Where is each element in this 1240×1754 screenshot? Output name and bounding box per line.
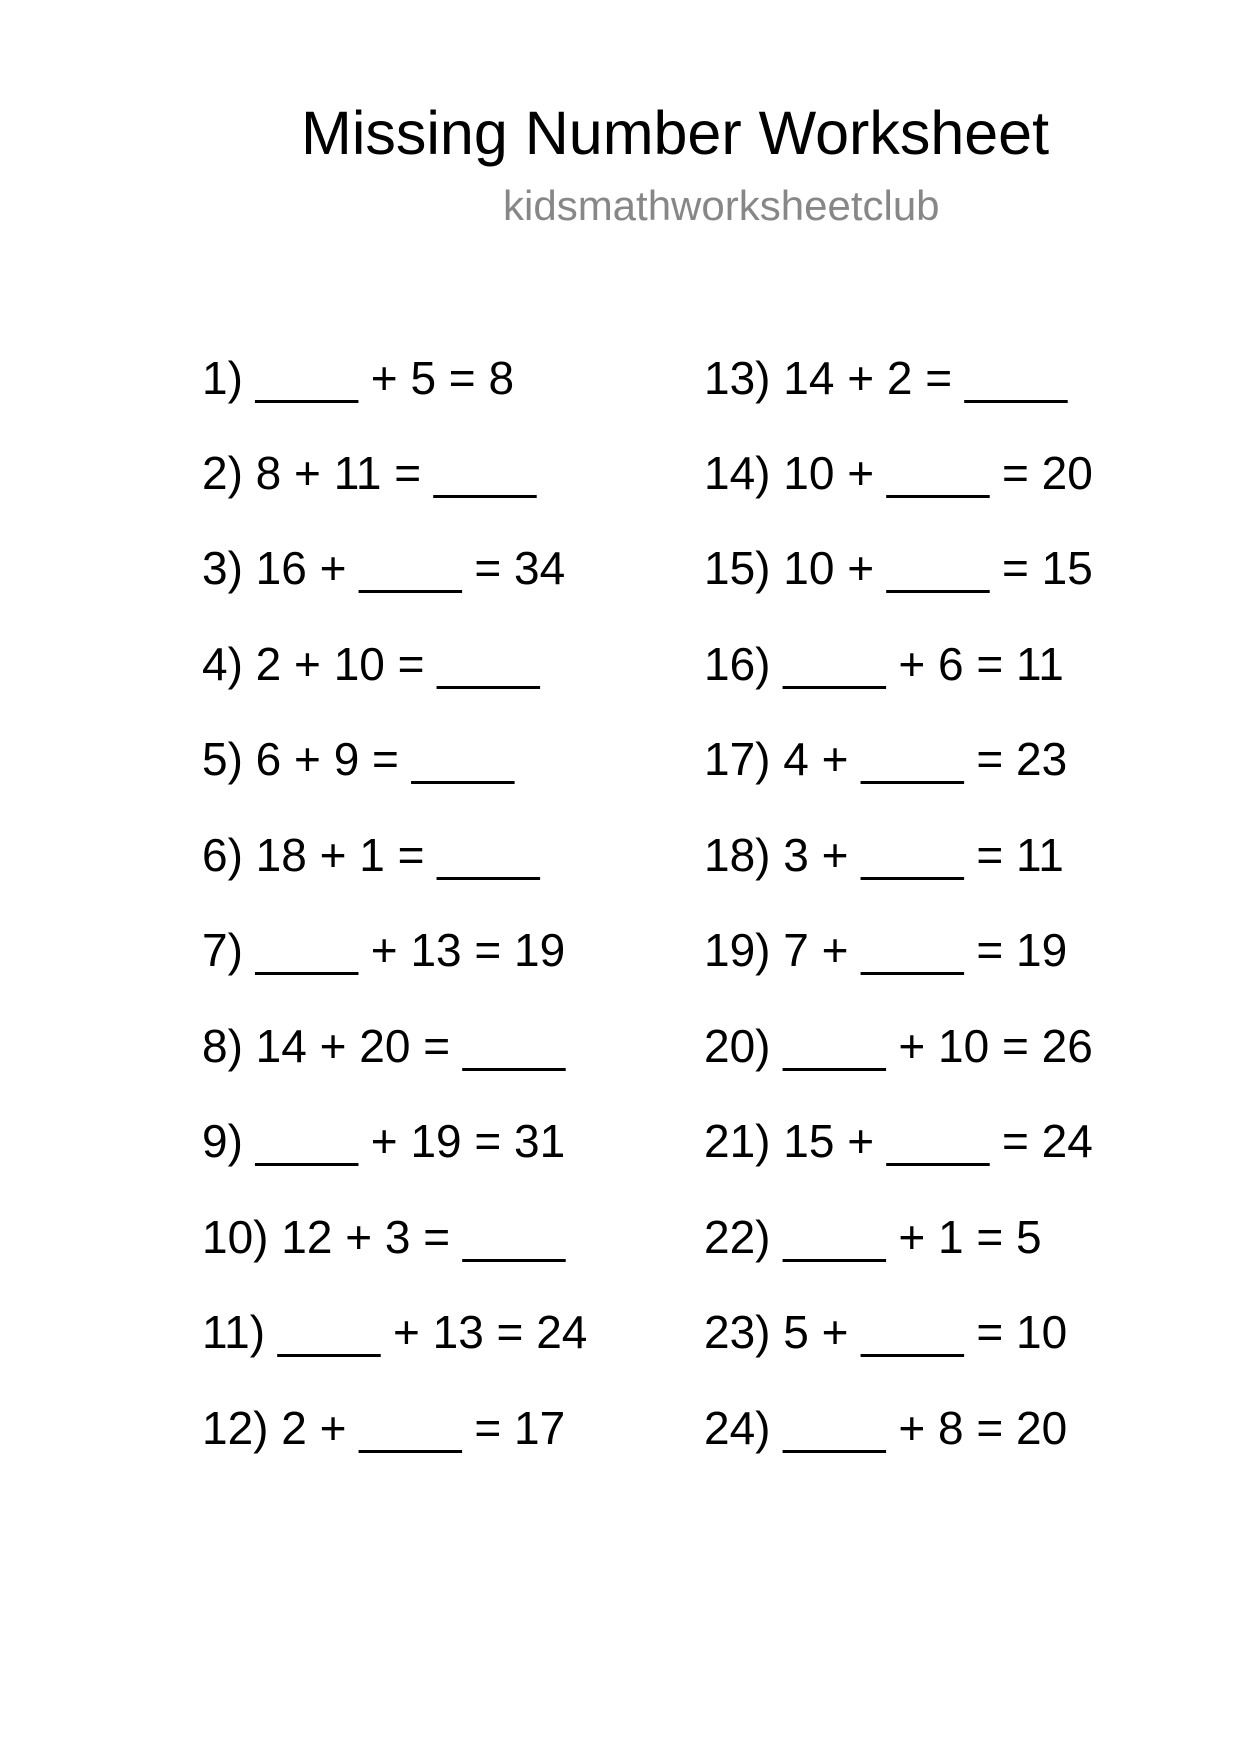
- problem-2: 2) 8 + 11 = ____: [202, 447, 537, 499]
- worksheet-title: Missing Number Worksheet: [301, 99, 1050, 167]
- problem-15: 15) 10 + ____ = 15: [704, 542, 1093, 594]
- problem-7: 7) ____ + 13 = 19: [202, 924, 566, 976]
- problem-6: 6) 18 + 1 = ____: [202, 829, 540, 881]
- problem-23: 23) 5 + ____ = 10: [704, 1306, 1068, 1358]
- problem-18: 18) 3 + ____ = 11: [704, 829, 1064, 881]
- problem-4: 4) 2 + 10 = ____: [202, 638, 540, 690]
- problem-20: 20) ____ + 10 = 26: [704, 1020, 1093, 1072]
- problem-24: 24) ____ + 8 = 20: [704, 1402, 1068, 1454]
- problem-21: 21) 15 + ____ = 24: [704, 1115, 1093, 1167]
- problem-17: 17) 4 + ____ = 23: [704, 733, 1068, 785]
- worksheet-subtitle: kidsmathworksheetclub: [503, 182, 940, 229]
- problem-8: 8) 14 + 20 = ____: [202, 1020, 566, 1072]
- problem-10: 10) 12 + 3 = ____: [202, 1211, 566, 1263]
- problem-13: 13) 14 + 2 = ____: [704, 352, 1068, 404]
- problem-14: 14) 10 + ____ = 20: [704, 447, 1093, 499]
- problem-1: 1) ____ + 5 = 8: [202, 352, 515, 404]
- problem-11: 11) ____ + 13 = 24: [202, 1306, 588, 1358]
- problem-16: 16) ____ + 6 = 11: [704, 638, 1064, 690]
- problem-9: 9) ____ + 19 = 31: [202, 1115, 566, 1167]
- problem-19: 19) 7 + ____ = 19: [704, 924, 1068, 976]
- problem-5: 5) 6 + 9 = ____: [202, 733, 515, 785]
- problem-12: 12) 2 + ____ = 17: [202, 1402, 566, 1454]
- problem-3: 3) 16 + ____ = 34: [202, 542, 566, 594]
- problem-22: 22) ____ + 1 = 5: [704, 1211, 1042, 1263]
